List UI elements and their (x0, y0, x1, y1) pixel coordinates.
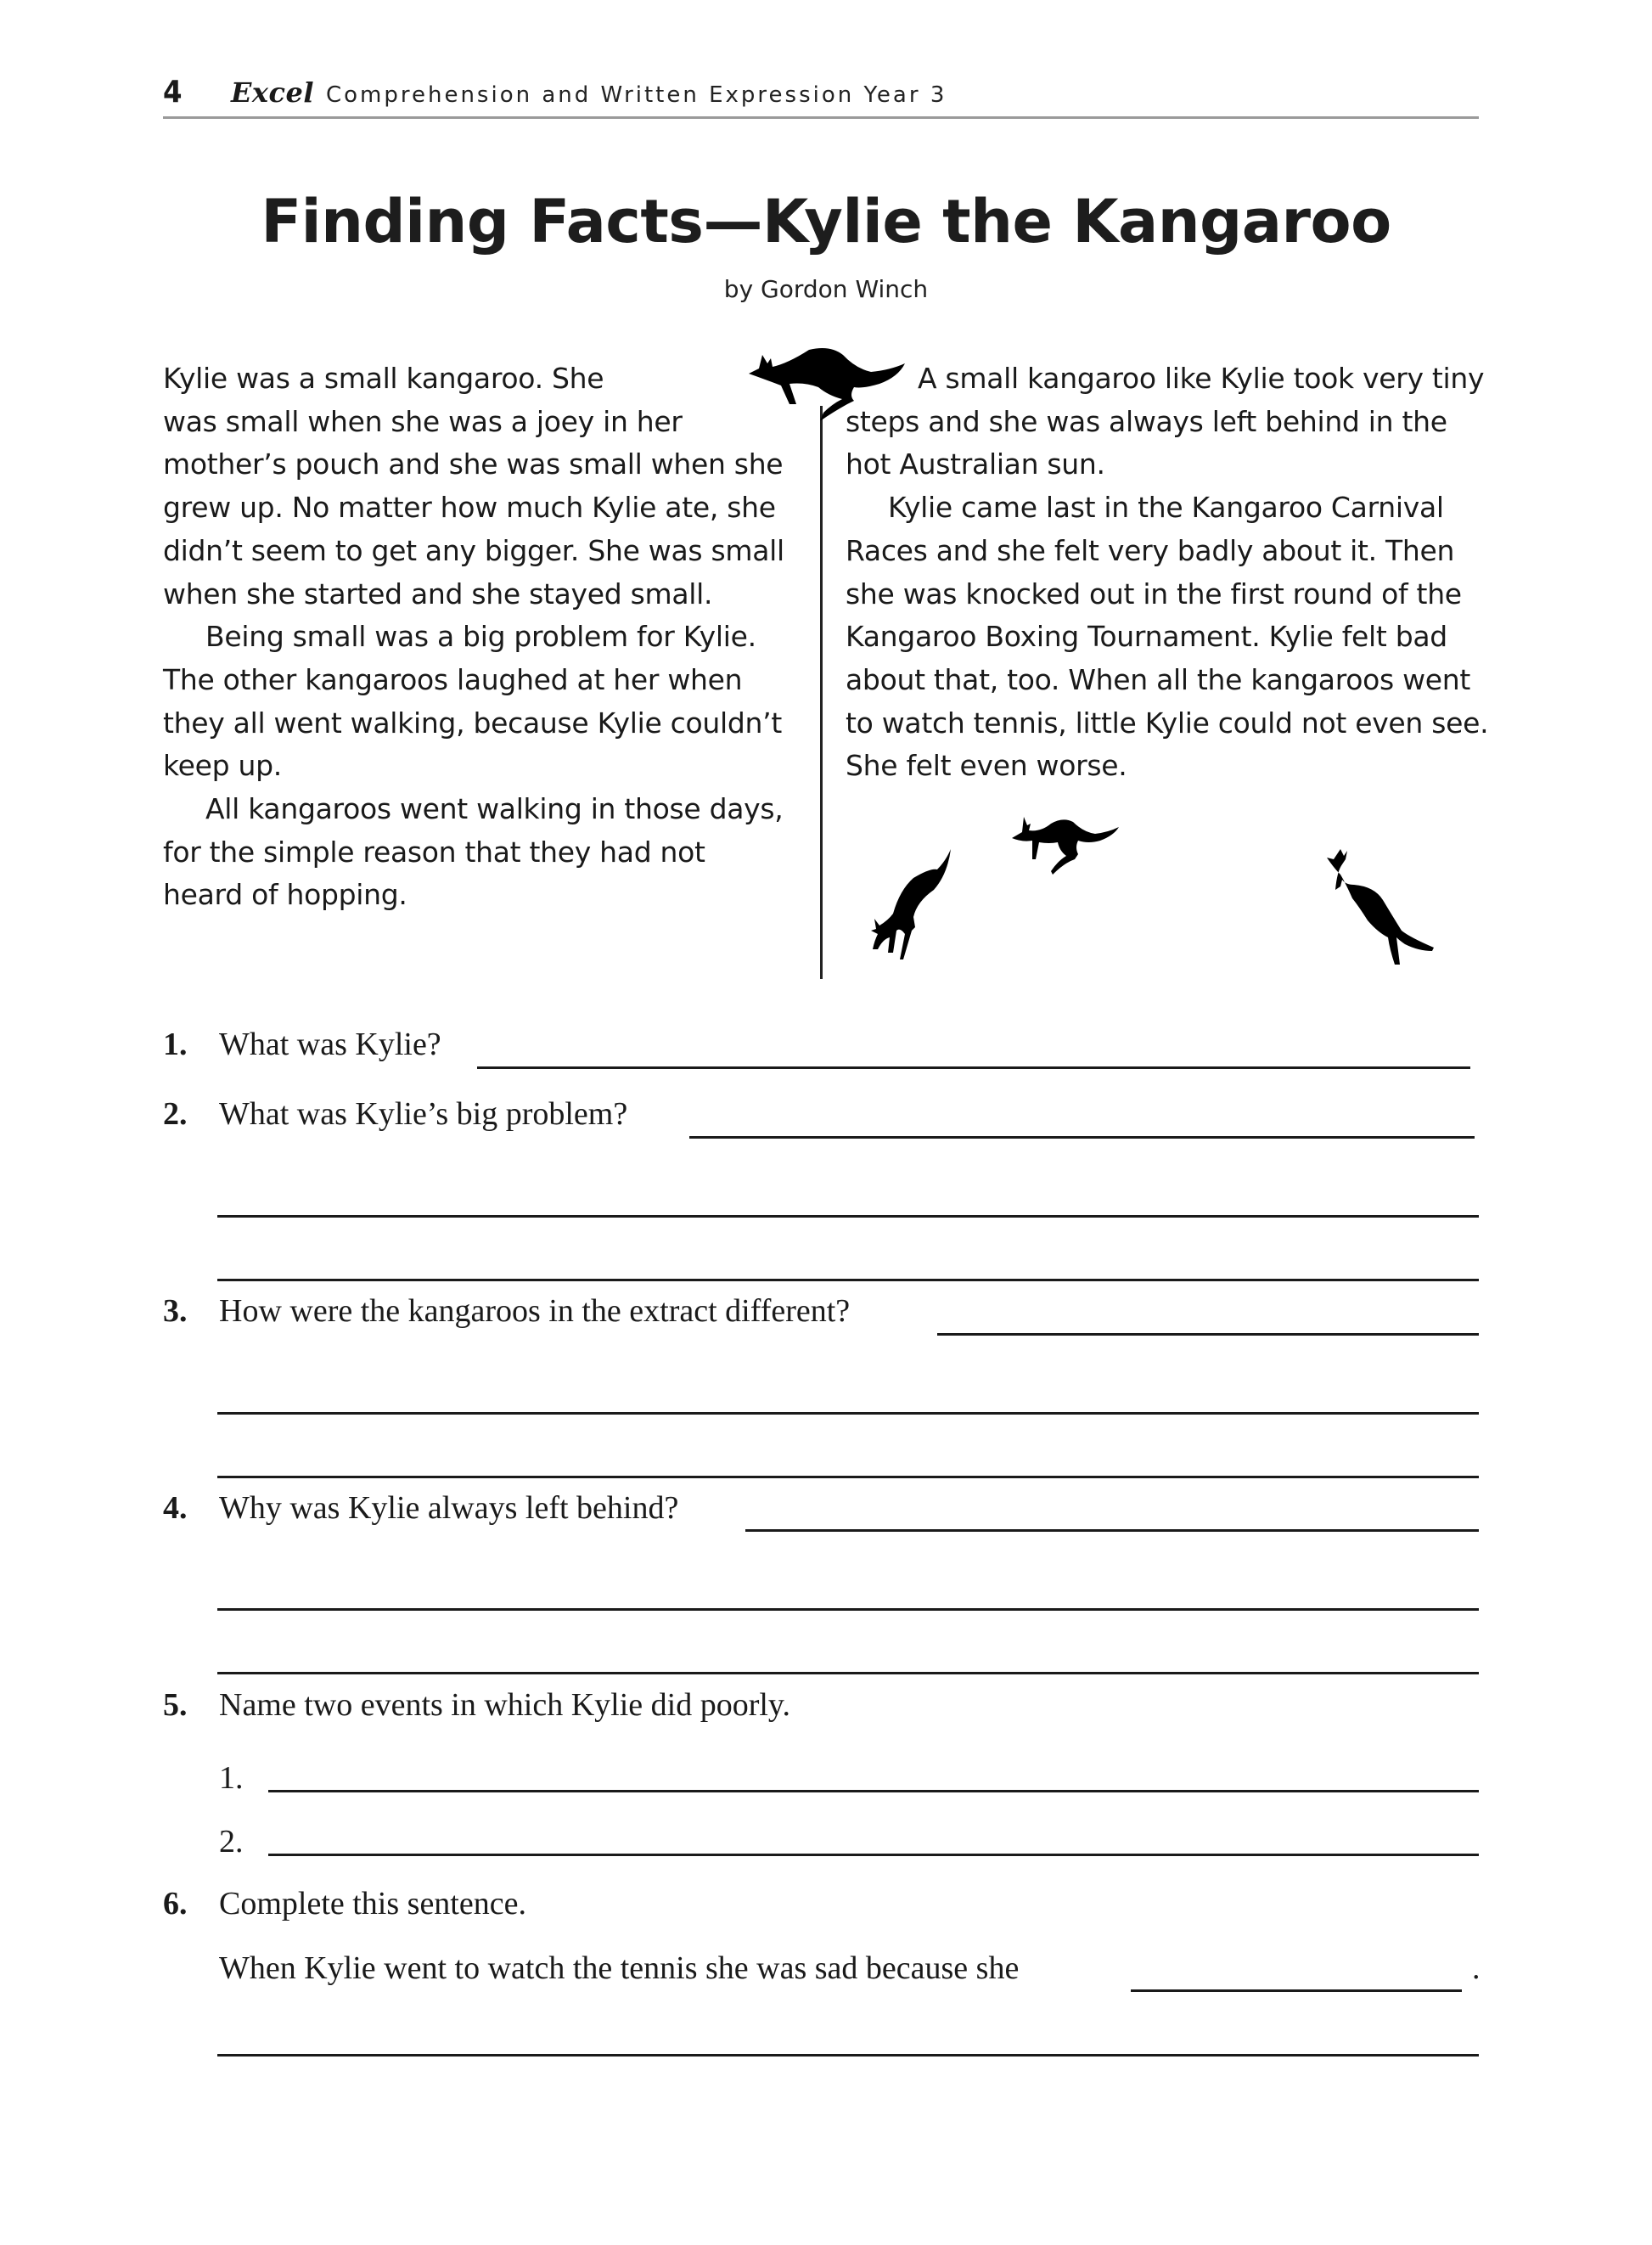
answer-line-2b[interactable] (217, 1215, 1479, 1218)
answer-line-3b[interactable] (217, 1412, 1479, 1415)
sentence-period: . (1472, 1950, 1481, 1986)
question-text: Complete this sentence. (219, 1886, 526, 1921)
answer-line-6b[interactable] (217, 2054, 1479, 2057)
question-4 (163, 1489, 678, 1527)
page-number: 4 (163, 75, 183, 110)
story-right-flow (846, 357, 1499, 788)
story-paragraph: Being small was a big problem for Kylie. The other kangaroos laughed at her when they all went walking, because Kylie couldn’t keep up. (163, 620, 782, 783)
question-number: 4. (163, 1490, 188, 1526)
answer-line-1[interactable] (477, 1066, 1470, 1069)
kangaroo-icon (866, 849, 959, 964)
answer-line-5-1[interactable] (268, 1790, 1479, 1792)
question-text: Name two events in which Kylie did poorly. (219, 1687, 790, 1723)
question-number: 1. (163, 1027, 188, 1062)
question-text: How were the kangaroos in the extract different? (219, 1293, 851, 1329)
question-text: What was Kylie? (219, 1027, 441, 1062)
question-2 (163, 1095, 627, 1133)
answer-line-6a[interactable] (1131, 1989, 1462, 1992)
running-header (163, 75, 947, 117)
page-title: Finding Facts—Kylie the Kangaroo (261, 187, 1391, 256)
brand-name: Excel (231, 76, 314, 109)
answer-line-5-2[interactable] (268, 1854, 1479, 1856)
question-3 (163, 1292, 850, 1330)
question-text: What was Kylie’s big problem? (219, 1096, 628, 1132)
column-divider (820, 406, 823, 979)
answer-line-4b[interactable] (217, 1608, 1479, 1611)
question-text: Why was Kylie always left behind? (219, 1490, 679, 1526)
question-1 (163, 1026, 441, 1063)
sub-item-number: 1. (219, 1760, 244, 1796)
story-paragraph: Kylie was a small kangaroo. She was small when she was a joey in her mother’s pouch and she was small when she grew up. No matter how much Kylie ate, she didn’t seem to get any bigger. She was small when she started and she stayed small. (163, 357, 791, 616)
kangaroo-icon (737, 340, 907, 420)
question-number: 6. (163, 1886, 188, 1921)
story-paragraph: All kangaroos went walking in those days, for the simple reason that they had not heard of hopping. (163, 792, 784, 912)
question-number: 5. (163, 1687, 188, 1723)
book-title: Comprehension and Written Expression Year 3 (325, 82, 947, 108)
story-left-flow (163, 357, 791, 917)
question-6 (163, 1885, 526, 1922)
answer-line-2a[interactable] (689, 1136, 1475, 1139)
kangaroo-icon (1327, 849, 1437, 968)
header-divider (163, 116, 1479, 119)
kangaroo-icon (1010, 815, 1121, 879)
answer-line-4a[interactable] (745, 1529, 1479, 1532)
story-paragraph: Kylie came last in the Kangaroo Carnival Races and she felt very badly about it. Then she was knocked out in the first round of the Kangaroo Boxing Tournament. Kylie felt bad about that, too. When all the kangaroos went to watch tennis, little Kylie could not even see. She felt even worse. (846, 491, 1489, 783)
answer-line-3a[interactable] (937, 1333, 1479, 1336)
answer-line-4c[interactable] (217, 1672, 1479, 1674)
answer-line-2c[interactable] (217, 1279, 1479, 1281)
sub-item-number: 2. (219, 1824, 244, 1860)
question-number: 3. (163, 1293, 188, 1329)
question-5 (163, 1686, 790, 1724)
answer-line-3c[interactable] (217, 1476, 1479, 1478)
sentence-prompt: When Kylie went to watch the tennis she was sad because she (219, 1950, 1020, 1986)
story-paragraph: A small kangaroo like Kylie took very tiny steps and she was always left behind in the hot Australian sun. (846, 362, 1485, 481)
question-number: 2. (163, 1096, 188, 1132)
byline: by Gordon Winch (723, 275, 929, 303)
